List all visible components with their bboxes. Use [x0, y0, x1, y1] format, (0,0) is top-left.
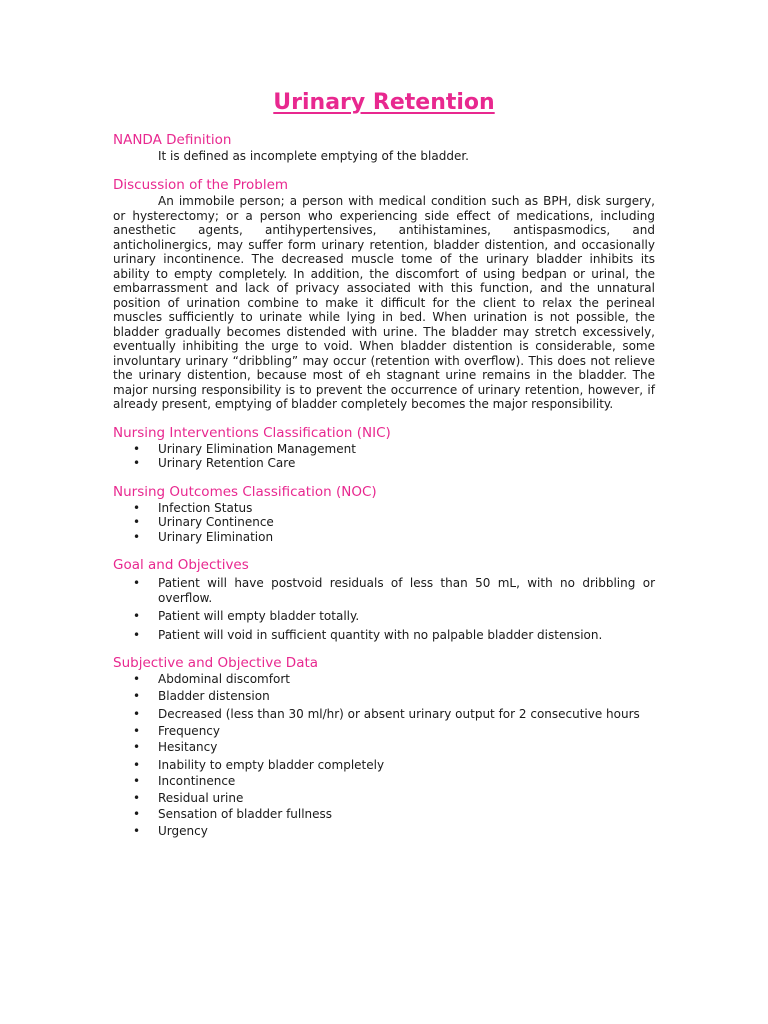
list-item: • Inability to empty bladder completely	[133, 757, 385, 772]
bullet-icon: •	[133, 688, 141, 703]
data-list	[113, 672, 655, 838]
bullet-icon: •	[133, 707, 141, 721]
page-title: Urinary Retention	[273, 90, 495, 115]
discussion-paragraph: An immobile person; a person with medical condition such as BPH, disk surgery, or hysterectomy; or a person who experiencing side effect of medications, including anesthetic agents, antihypertensives, antihistamines, antispasmodics, and anticholinergics, may suffer form urinary retention, bladder distention, and occasionally urinary incontinence. The decreased muscle tome of the urinary bladder inhibits its ability to empty completely. In addition, the discomfort of using bedpan or urinal, the embarrassment and lack of privacy associated with this function, and the unnatural position of urination combine to make it difficult for the client to relax the perineal muscles sufficiently to urinate while lying in bed. When urination is not possible, the bladder gradually becomes distended with urine. The bladder may stretch excessively, eventually inhibiting the urge to void. When bladder distention is considerable, some involuntary urinary “dribbling” may occur (retention with overflow). This does not relieve the urinary distention, because most of eh stagnant urine remains in the bladder. The major nursing responsibility is to prevent the occurrence of urinary retention, however, if already present, emptying of bladder completely becomes the major responsibility.	[113, 194, 655, 411]
bullet-icon: •	[133, 441, 141, 456]
list-item: • Urinary Elimination	[133, 529, 274, 544]
list-item: • Residual urine	[133, 790, 244, 805]
nic-heading: Nursing Interventions Classification (NIC)	[113, 424, 391, 441]
noc-heading: Nursing Outcomes Classification (NOC)	[113, 483, 377, 500]
list-item: • Bladder distension	[133, 688, 270, 703]
data-heading: Subjective and Objective Data	[113, 655, 319, 671]
nanda-definition: It is defined as incomplete emptying of the bladder.	[158, 149, 469, 163]
list-item: • Incontinence	[133, 774, 236, 788]
noc-list	[113, 501, 655, 545]
bullet-icon: •	[133, 757, 141, 772]
list-item: • Urgency	[133, 823, 208, 838]
list-item: • Hesitancy	[133, 740, 218, 754]
bullet-icon: •	[133, 500, 141, 515]
list-item: • Urinary Elimination Management	[133, 441, 356, 456]
bullet-icon: •	[133, 790, 141, 805]
goals-heading: Goal and Objectives	[113, 557, 249, 573]
list-item: • Urinary Retention Care	[133, 456, 296, 470]
list-item: • Infection Status	[133, 500, 253, 515]
list-item: • Sensation of bladder fullness	[133, 807, 333, 821]
list-item: • Patient will empty bladder totally.	[133, 609, 360, 623]
list-item: • Frequency	[133, 723, 220, 738]
bullet-icon: •	[133, 627, 141, 642]
list-item: • Patient will have postvoid residuals of less than 50 mL, with no dribbling or overflow.	[133, 576, 655, 605]
bullet-icon: •	[133, 723, 141, 738]
bullet-icon: •	[133, 609, 141, 623]
list-item: • Urinary Continence	[133, 515, 274, 529]
bullet-icon: •	[133, 672, 141, 686]
list-item: • Patient will void in sufficient quantity with no palpable bladder distension.	[133, 627, 603, 642]
document-body	[113, 132, 655, 838]
bullet-icon: •	[133, 456, 141, 470]
bullet-icon: •	[133, 774, 141, 788]
bullet-icon: •	[133, 807, 141, 821]
list-item: • Decreased (less than 30 ml/hr) or absent urinary output for 2 consecutive hours	[133, 707, 640, 721]
discussion-heading: Discussion of the Problem	[113, 177, 289, 193]
bullet-icon: •	[133, 740, 141, 754]
bullet-icon: •	[133, 515, 141, 529]
bullet-icon: •	[133, 529, 141, 544]
nic-list	[113, 442, 655, 471]
bullet-icon: •	[133, 576, 141, 590]
list-item: • Abdominal discomfort	[133, 672, 290, 686]
bullet-icon: •	[133, 823, 141, 838]
nanda-heading: NANDA Definition	[113, 132, 232, 148]
goals-list	[113, 576, 655, 642]
